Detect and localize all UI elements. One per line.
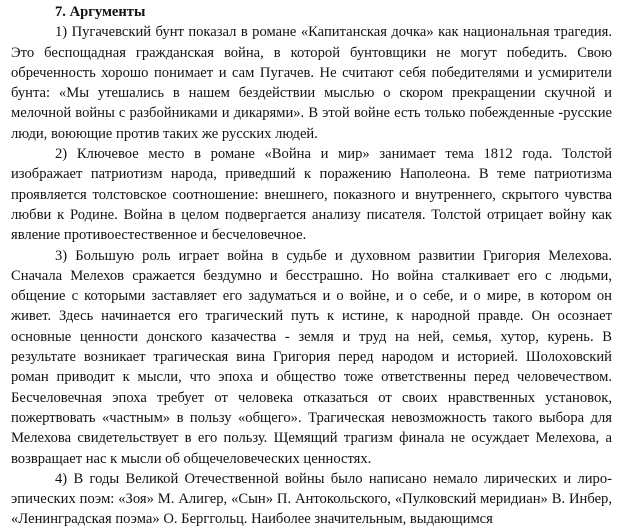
paragraph-3: 3) Большую роль играет война в судьбе и духовном развитии Григория Мелехова. Сначала Мелехов сражается бездумно и бесстрашно. Но война сталкивает его с людьми, общение с которыми заставляет его задуматься и о войне, и о себе, и о мире, в котором он живет. Здесь начинается его трагический путь к истине, к народной правде. Он осознает основные ценности донского казачества - земля и труд на ней, семья, хутор, курень. В результате возникает трагическая вина Григория перед народом и историей. Шолоховский роман приводит к мысли, что эпоха и общество тоже ответственны перед человечеством. Бесчеловечная эпоха требует от человека отказаться от своих нравственных установок, пожертвовать «частным» в пользу «общего». Трагическая невозможность такого выбора для Мелехова свидетельствует в его пользу. Щемящий трагизм финала не осуждает Мелехова, а возвращает нас к мысли об общечеловеческих ценностях. (11, 247, 612, 467)
paragraph-4: 4) В годы Великой Отечественной войны было написано немало лирических и лиро-эпических поэм: «Зоя» М. Алигер, «Сын» П. Антокольского, «Пулковский меридиан» В. Инбер, «Ленинградская поэма» О. Берггольц. Наиболее значительным, выдающимся (11, 470, 612, 528)
document-page (11, 2, 612, 530)
paragraph-1: 1) Пугачевский бунт показал в романе «Капитанская дочка» как национальная трагедия. Это беспощадная гражданская война, в которой бунтовщики не могут победить. Свою обреченность хорошо понимает и сам Пугачев. Не считают себя победителями и усмирители бунта: «Мы утешались в нашем бездействии мыслью о скором прекращении скучной и мелочной войны с разбойниками и дикарями». В этой войне есть только побежденные -русские люди, воюющие против таких же русских людей. (11, 24, 612, 142)
section-heading: 7. Аргументы (55, 4, 146, 20)
paragraph-2: 2) Ключевое место в романе «Война и мир» занимает тема 1812 года. Толстой изображает патриотизм народа, приведший к поражению Наполеона. В теме патриотизма проявляется толстовское соотношение: внешнего, показного и внутреннего, скрытого чувства любви к Родине. Война в целом подвергается анализу писателя. Толстой отрицает войну как явление противоестественное и бесчеловечное. (11, 146, 612, 244)
